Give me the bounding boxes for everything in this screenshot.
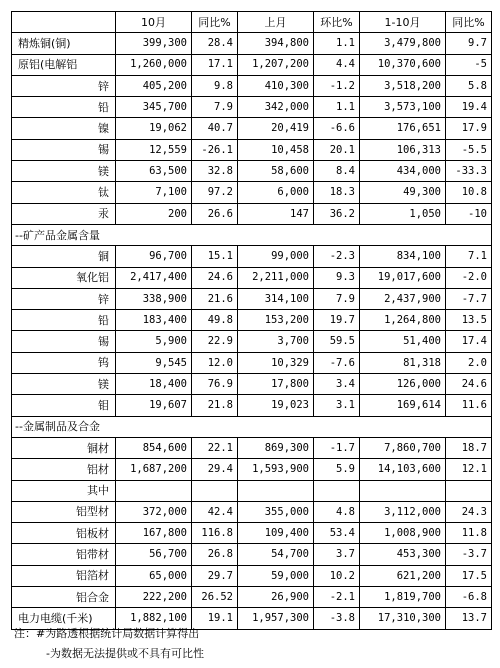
mom-value-cell: -1.2: [314, 75, 360, 96]
october-value-cell: 222,200: [116, 587, 192, 608]
mom-value-cell: 10.2: [314, 565, 360, 586]
october-value-cell: 7,100: [116, 182, 192, 203]
row-label: 铝板材: [12, 523, 116, 544]
section-heading: --矿产品金属含量: [12, 224, 492, 245]
yoy-value-cell: 9.8: [192, 75, 238, 96]
ytd-value-cell: 106,313: [360, 139, 446, 160]
mom-value-cell: -2.1: [314, 587, 360, 608]
table-row: [12, 161, 492, 182]
october-value-cell: 200: [116, 203, 192, 224]
ytd-value-cell: 3,479,800: [360, 33, 446, 54]
ytd-yoy-value-cell: -10: [446, 203, 492, 224]
yoy-value-cell: 49.8: [192, 310, 238, 331]
header-cell-october: 10月: [116, 12, 192, 33]
october-value-cell: 1,882,100: [116, 608, 192, 629]
table-row: [12, 395, 492, 416]
ytd-yoy-value-cell: -2.0: [446, 267, 492, 288]
yoy-value-cell: 7.9: [192, 97, 238, 118]
row-label: 原铝(电解铝: [12, 54, 116, 75]
last-month-value-cell: 1,957,300: [238, 608, 314, 629]
october-value-cell: 2,417,400: [116, 267, 192, 288]
last-month-value-cell: 26,900: [238, 587, 314, 608]
last-month-value-cell: 394,800: [238, 33, 314, 54]
mom-value-cell: -7.6: [314, 352, 360, 373]
october-value-cell: 5,900: [116, 331, 192, 352]
mom-value-cell: -2.3: [314, 246, 360, 267]
ytd-value-cell: 7,860,700: [360, 437, 446, 458]
mom-value-cell: 9.3: [314, 267, 360, 288]
yoy-value-cell: 76.9: [192, 374, 238, 395]
table-row: [12, 267, 492, 288]
row-label: 电力电缆(千米): [12, 608, 116, 629]
ytd-value-cell: 621,200: [360, 565, 446, 586]
yoy-value-cell: 28.4: [192, 33, 238, 54]
ytd-yoy-value-cell: 9.7: [446, 33, 492, 54]
ytd-yoy-value-cell: -5: [446, 54, 492, 75]
last-month-value-cell: 153,200: [238, 310, 314, 331]
ytd-yoy-value-cell: 12.1: [446, 459, 492, 480]
mom-value-cell: 1.1: [314, 97, 360, 118]
ytd-yoy-value-cell: -3.7: [446, 544, 492, 565]
ytd-yoy-value-cell: 18.7: [446, 437, 492, 458]
table-row: [12, 118, 492, 139]
mom-value-cell: -1.7: [314, 437, 360, 458]
ytd-yoy-value-cell: 5.8: [446, 75, 492, 96]
last-month-value-cell: 10,329: [238, 352, 314, 373]
october-value-cell: 19,062: [116, 118, 192, 139]
section-heading: --金属制品及合金: [12, 416, 492, 437]
row-label: 其中: [12, 480, 116, 501]
header-row: [12, 12, 492, 33]
last-month-value-cell: 10,458: [238, 139, 314, 160]
ytd-yoy-value-cell: [446, 480, 492, 501]
ytd-yoy-value-cell: 10.8: [446, 182, 492, 203]
mom-value-cell: 18.3: [314, 182, 360, 203]
yoy-value-cell: 22.9: [192, 331, 238, 352]
ytd-value-cell: 3,112,000: [360, 501, 446, 522]
october-value-cell: 405,200: [116, 75, 192, 96]
yoy-value-cell: 15.1: [192, 246, 238, 267]
row-label: 锌: [12, 288, 116, 309]
last-month-value-cell: 342,000: [238, 97, 314, 118]
row-label: 氧化铝: [12, 267, 116, 288]
last-month-value-cell: 314,100: [238, 288, 314, 309]
ytd-value-cell: 2,437,900: [360, 288, 446, 309]
yoy-value-cell: 17.1: [192, 54, 238, 75]
last-month-value-cell: 59,000: [238, 565, 314, 586]
ytd-value-cell: 1,819,700: [360, 587, 446, 608]
ytd-value-cell: 1,050: [360, 203, 446, 224]
table-row: [12, 544, 492, 565]
table-row: [12, 608, 492, 629]
table-row: [12, 54, 492, 75]
yoy-value-cell: 12.0: [192, 352, 238, 373]
row-label: 锡: [12, 331, 116, 352]
mom-value-cell: [314, 480, 360, 501]
yoy-value-cell: 32.8: [192, 161, 238, 182]
yoy-value-cell: -26.1: [192, 139, 238, 160]
yoy-value-cell: 26.6: [192, 203, 238, 224]
last-month-value-cell: 54,700: [238, 544, 314, 565]
yoy-value-cell: 26.8: [192, 544, 238, 565]
mom-value-cell: 53.4: [314, 523, 360, 544]
row-label: 铝材: [12, 459, 116, 480]
ytd-yoy-value-cell: 17.5: [446, 565, 492, 586]
ytd-yoy-value-cell: 13.7: [446, 608, 492, 629]
row-label: 锡: [12, 139, 116, 160]
table-row: [12, 97, 492, 118]
table-row: [12, 374, 492, 395]
table-row: [12, 288, 492, 309]
ytd-yoy-value-cell: 11.8: [446, 523, 492, 544]
october-value-cell: 183,400: [116, 310, 192, 331]
row-label: 镁: [12, 374, 116, 395]
october-value-cell: 9,545: [116, 352, 192, 373]
table-row: [12, 75, 492, 96]
row-label: 镍: [12, 118, 116, 139]
october-value-cell: 12,559: [116, 139, 192, 160]
table-row: [12, 310, 492, 331]
row-label: 铝合金: [12, 587, 116, 608]
october-value-cell: 399,300: [116, 33, 192, 54]
yoy-value-cell: 29.4: [192, 459, 238, 480]
footnote-source: 注：#为路透根据统计局数据计算得出: [14, 627, 200, 640]
ytd-value-cell: 1,008,900: [360, 523, 446, 544]
ytd-value-cell: 17,310,300: [360, 608, 446, 629]
header-cell-mom: 环比%: [314, 12, 360, 33]
october-value-cell: 1,687,200: [116, 459, 192, 480]
yoy-value-cell: [192, 480, 238, 501]
table-row: [12, 459, 492, 480]
mom-value-cell: 4.4: [314, 54, 360, 75]
last-month-value-cell: 1,593,900: [238, 459, 314, 480]
last-month-value-cell: [238, 480, 314, 501]
mom-value-cell: 59.5: [314, 331, 360, 352]
october-value-cell: 63,500: [116, 161, 192, 182]
october-value-cell: 372,000: [116, 501, 192, 522]
table-row: [12, 331, 492, 352]
mom-value-cell: -3.8: [314, 608, 360, 629]
last-month-value-cell: 1,207,200: [238, 54, 314, 75]
october-value-cell: [116, 480, 192, 501]
ytd-value-cell: 10,370,600: [360, 54, 446, 75]
ytd-yoy-value-cell: 19.4: [446, 97, 492, 118]
header-cell-name: [12, 12, 116, 33]
october-value-cell: 18,400: [116, 374, 192, 395]
last-month-value-cell: 355,000: [238, 501, 314, 522]
section-row: [12, 416, 492, 437]
metals-data-table: [11, 11, 492, 630]
row-label: 镁: [12, 161, 116, 182]
ytd-yoy-value-cell: -7.7: [446, 288, 492, 309]
october-value-cell: 65,000: [116, 565, 192, 586]
ytd-value-cell: 169,614: [360, 395, 446, 416]
last-month-value-cell: 20,419: [238, 118, 314, 139]
ytd-yoy-value-cell: -33.3: [446, 161, 492, 182]
mom-value-cell: 19.7: [314, 310, 360, 331]
table-row: [12, 565, 492, 586]
october-value-cell: 1,260,000: [116, 54, 192, 75]
ytd-value-cell: 434,000: [360, 161, 446, 182]
table-row: [12, 480, 492, 501]
ytd-yoy-value-cell: 2.0: [446, 352, 492, 373]
ytd-value-cell: 1,264,800: [360, 310, 446, 331]
table-row: [12, 33, 492, 54]
row-label: 铝带材: [12, 544, 116, 565]
mom-value-cell: 1.1: [314, 33, 360, 54]
yoy-value-cell: 42.4: [192, 501, 238, 522]
october-value-cell: 19,607: [116, 395, 192, 416]
mom-value-cell: 4.8: [314, 501, 360, 522]
mom-value-cell: 7.9: [314, 288, 360, 309]
row-label: 铝型材: [12, 501, 116, 522]
last-month-value-cell: 109,400: [238, 523, 314, 544]
yoy-value-cell: 19.1: [192, 608, 238, 629]
row-label: 铝箔材: [12, 565, 116, 586]
table-row: [12, 523, 492, 544]
october-value-cell: 96,700: [116, 246, 192, 267]
yoy-value-cell: 40.7: [192, 118, 238, 139]
ytd-value-cell: 3,518,200: [360, 75, 446, 96]
last-month-value-cell: 6,000: [238, 182, 314, 203]
yoy-value-cell: 97.2: [192, 182, 238, 203]
ytd-value-cell: 81,318: [360, 352, 446, 373]
footnote-dash: -为数据无法提供或不具有可比性: [46, 647, 204, 660]
ytd-value-cell: 126,000: [360, 374, 446, 395]
header-cell-last-month: 上月: [238, 12, 314, 33]
october-value-cell: 854,600: [116, 437, 192, 458]
ytd-yoy-value-cell: 7.1: [446, 246, 492, 267]
row-label: 铜: [12, 246, 116, 267]
ytd-value-cell: 14,103,600: [360, 459, 446, 480]
table-row: [12, 139, 492, 160]
ytd-value-cell: [360, 480, 446, 501]
table-row: [12, 587, 492, 608]
october-value-cell: 56,700: [116, 544, 192, 565]
october-value-cell: 167,800: [116, 523, 192, 544]
mom-value-cell: 8.4: [314, 161, 360, 182]
table-row: [12, 182, 492, 203]
yoy-value-cell: 21.6: [192, 288, 238, 309]
ytd-yoy-value-cell: 13.5: [446, 310, 492, 331]
row-label: 精炼铜(铜): [12, 33, 116, 54]
section-row: [12, 224, 492, 245]
yoy-value-cell: 29.7: [192, 565, 238, 586]
row-label: 铜材: [12, 437, 116, 458]
header-cell-yoy: 同比%: [192, 12, 238, 33]
mom-value-cell: 5.9: [314, 459, 360, 480]
last-month-value-cell: 410,300: [238, 75, 314, 96]
ytd-value-cell: 176,651: [360, 118, 446, 139]
table-row: [12, 246, 492, 267]
ytd-yoy-value-cell: 11.6: [446, 395, 492, 416]
ytd-yoy-value-cell: 24.6: [446, 374, 492, 395]
row-label: 锌: [12, 75, 116, 96]
october-value-cell: 345,700: [116, 97, 192, 118]
header-cell-ytd-yoy: 同比%: [446, 12, 492, 33]
last-month-value-cell: 2,211,000: [238, 267, 314, 288]
last-month-value-cell: 58,600: [238, 161, 314, 182]
row-label: 钨: [12, 352, 116, 373]
mom-value-cell: 20.1: [314, 139, 360, 160]
ytd-yoy-value-cell: 24.3: [446, 501, 492, 522]
yoy-value-cell: 22.1: [192, 437, 238, 458]
yoy-value-cell: 21.8: [192, 395, 238, 416]
row-label: 钼: [12, 395, 116, 416]
ytd-value-cell: 19,017,600: [360, 267, 446, 288]
ytd-value-cell: 3,573,100: [360, 97, 446, 118]
last-month-value-cell: 17,800: [238, 374, 314, 395]
table-row: [12, 501, 492, 522]
last-month-value-cell: 19,023: [238, 395, 314, 416]
mom-value-cell: 3.4: [314, 374, 360, 395]
table-body: [12, 33, 492, 629]
ytd-yoy-value-cell: 17.4: [446, 331, 492, 352]
mom-value-cell: 36.2: [314, 203, 360, 224]
mom-value-cell: 3.7: [314, 544, 360, 565]
last-month-value-cell: 147: [238, 203, 314, 224]
row-label: 铅: [12, 310, 116, 331]
table-row: [12, 437, 492, 458]
mom-value-cell: -6.6: [314, 118, 360, 139]
last-month-value-cell: 3,700: [238, 331, 314, 352]
row-label: 钛: [12, 182, 116, 203]
ytd-yoy-value-cell: 17.9: [446, 118, 492, 139]
table-row: [12, 352, 492, 373]
header-cell-jan-oct: 1-10月: [360, 12, 446, 33]
yoy-value-cell: 26.52: [192, 587, 238, 608]
last-month-value-cell: 869,300: [238, 437, 314, 458]
table-row: [12, 203, 492, 224]
yoy-value-cell: 24.6: [192, 267, 238, 288]
ytd-value-cell: 51,400: [360, 331, 446, 352]
row-label: 铅: [12, 97, 116, 118]
ytd-yoy-value-cell: -6.8: [446, 587, 492, 608]
october-value-cell: 338,900: [116, 288, 192, 309]
mom-value-cell: 3.1: [314, 395, 360, 416]
ytd-value-cell: 49,300: [360, 182, 446, 203]
yoy-value-cell: 116.8: [192, 523, 238, 544]
ytd-yoy-value-cell: -5.5: [446, 139, 492, 160]
last-month-value-cell: 99,000: [238, 246, 314, 267]
ytd-value-cell: 453,300: [360, 544, 446, 565]
row-label: 汞: [12, 203, 116, 224]
ytd-value-cell: 834,100: [360, 246, 446, 267]
